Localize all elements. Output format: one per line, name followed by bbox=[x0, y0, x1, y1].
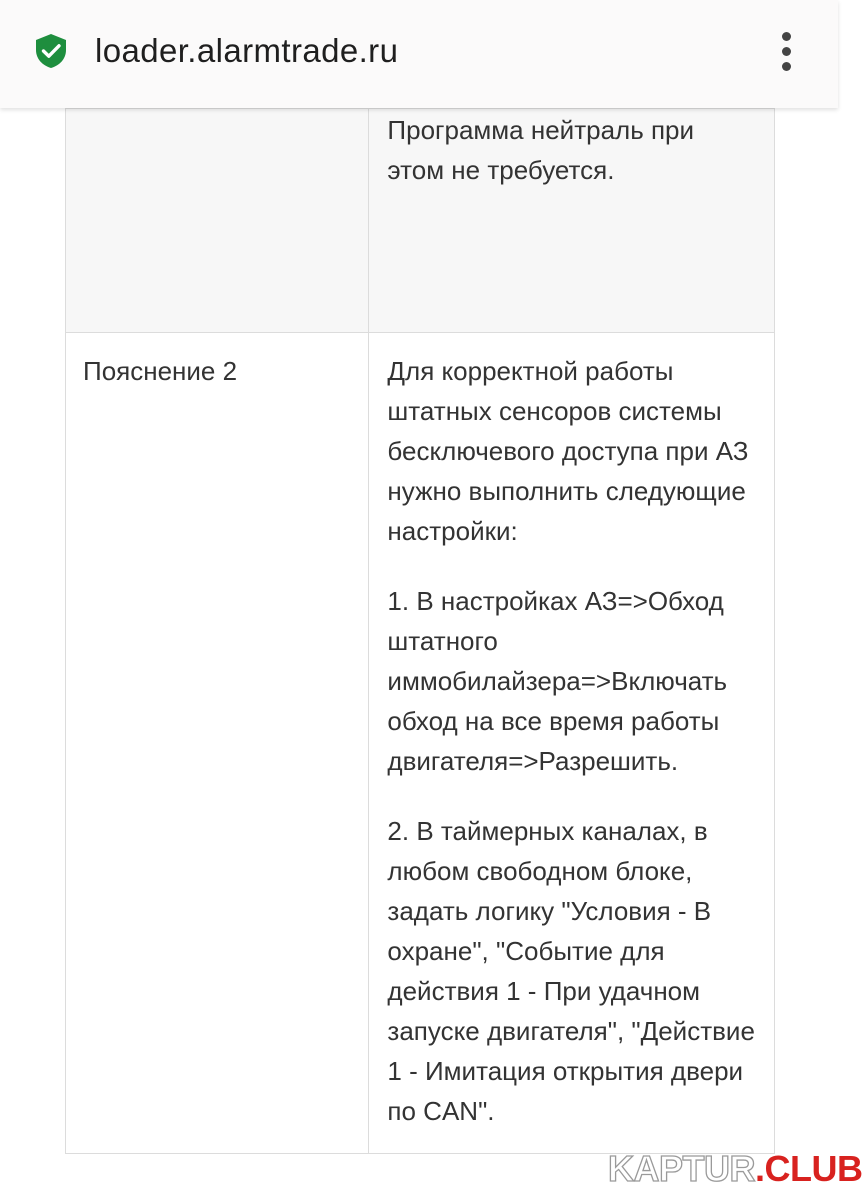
paragraph: 2. В таймерных каналах, в любом свободном блоке, задать логику "Условия - В охране", "Событие для действия 1 - При удачном запуске двигателя", "Действие 1 - Имитация открытия двери по CAN". bbox=[387, 816, 755, 1126]
table-row bbox=[66, 109, 775, 333]
settings-table bbox=[65, 108, 775, 1154]
table-cell-label bbox=[66, 109, 369, 333]
table-cell-label: Пояснение 2 bbox=[66, 333, 369, 1154]
table-row bbox=[66, 333, 775, 1154]
browser-address-bar bbox=[0, 0, 838, 108]
paragraph: 1. В настройках АЗ=>Обход штатного иммобилайзера=>Включать обход на все время работы двигателя=>Разрешить. bbox=[387, 586, 728, 776]
watermark-part1: KAPTUR bbox=[608, 1148, 755, 1189]
paragraph: Для корректной работы штатных сенсоров системы бесключевого доступа при АЗ нужно выполнить следующие настройки: bbox=[387, 356, 749, 546]
watermark-part2: CLUB bbox=[764, 1148, 863, 1189]
watermark-dot: . bbox=[755, 1148, 765, 1189]
table-cell-value: Программа нейтраль при этом не требуется. bbox=[369, 109, 775, 333]
url-text[interactable]: loader.alarmtrade.ru bbox=[95, 32, 399, 69]
shield-check-icon[interactable] bbox=[34, 33, 68, 69]
more-vert-icon[interactable] bbox=[770, 27, 804, 75]
watermark-logo bbox=[608, 1148, 863, 1190]
table-cell-value bbox=[369, 333, 775, 1154]
